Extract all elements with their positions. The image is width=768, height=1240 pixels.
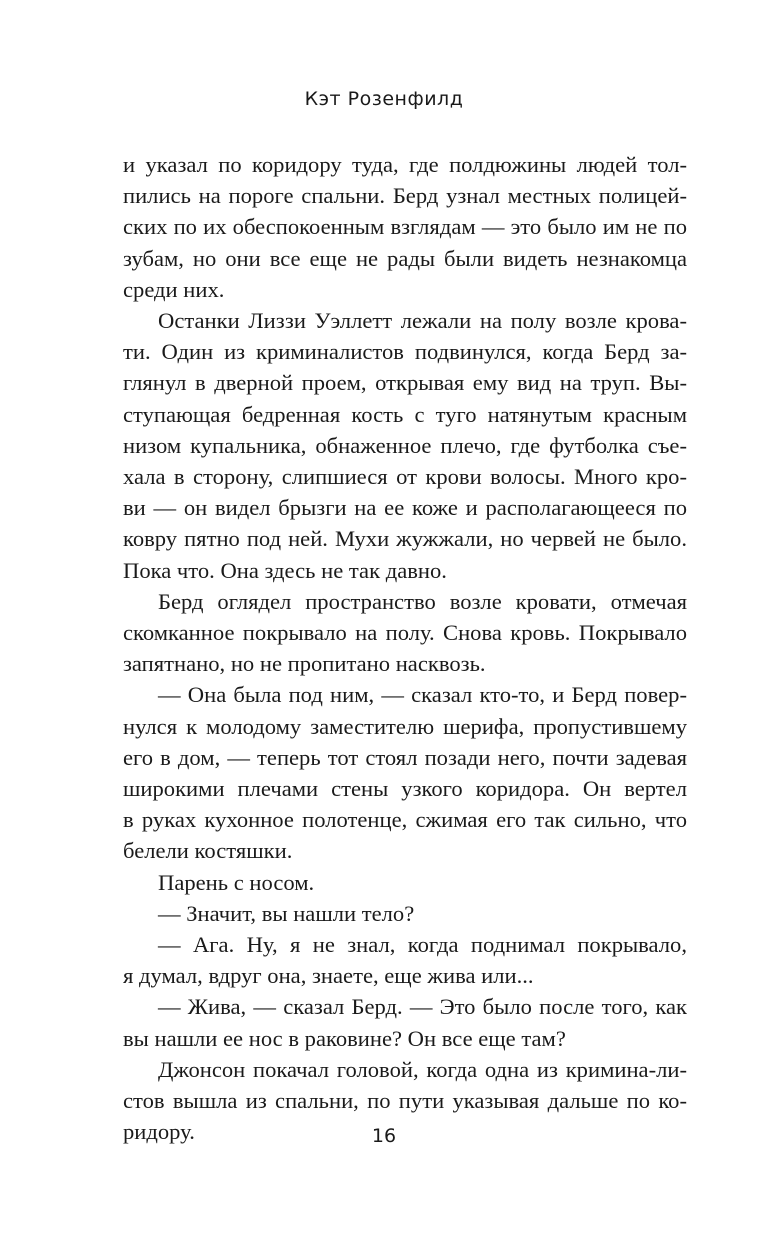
paragraph <box>123 679 687 866</box>
text-line: Берд оглядел пространство возле кровати, отмечая <box>158 588 687 614</box>
text-line: пились на пороге спальни. Берд узнал местных полицей- <box>123 183 687 209</box>
paragraph <box>123 305 687 586</box>
text-line: Парень с носом. <box>158 869 315 895</box>
text-line: хала в сторону, слипшиеся от крови волосы. Много кро- <box>123 464 687 490</box>
text-line: скомканное покрывало на полу. Снова кровь. Покрывало <box>123 620 687 646</box>
text-line: ских по их обеспокоенным взглядам — это было им не по <box>123 214 687 240</box>
paragraph <box>123 991 687 1053</box>
text-line: ступающая бедренная кость с туго натянутым красным <box>123 401 687 427</box>
text-line: — Она была под ним, — сказал кто-то, и Берд повер- <box>158 682 687 708</box>
text-line: низом купальника, обнаженное плечо, где футболка съе- <box>123 432 687 458</box>
paragraph <box>123 929 687 991</box>
text-line: Джонсон покачал головой, когда одна из кримина-ли- <box>158 1056 687 1082</box>
text-line: ви — он видел брызги на ее коже и располагающееся по <box>123 495 687 521</box>
text-line: среди них. <box>123 276 225 302</box>
text-line: стов вышла из спальни, по пути указывая дальше по ко- <box>123 1088 687 1114</box>
text-line: ридору. <box>123 1119 195 1145</box>
paragraph <box>123 898 687 929</box>
running-head: Кэт Розенфилд <box>304 88 464 110</box>
text-line: Останки Лиззи Уэллетт лежали на полу возле крова- <box>158 308 687 334</box>
paragraph <box>123 586 687 680</box>
text-line: его в дом, — теперь тот стоял позади него, почти задевая <box>123 744 687 770</box>
text-line: ти. Один из криминалистов подвинулся, когда Берд за- <box>123 339 687 365</box>
text-line: ковру пятно под ней. Мухи жужжали, но червей не было. <box>123 526 687 552</box>
paragraph <box>123 149 687 305</box>
text-line: в руках кухонное полотенце, сжимая его так сильно, что <box>123 807 687 833</box>
text-line: — Ага. Ну, я не знал, когда поднимал покрывало, <box>158 932 687 958</box>
text-line: нулся к молодому заместителю шерифа, пропустившему <box>123 713 687 739</box>
text-line: — Значит, вы нашли тело? <box>158 900 415 926</box>
text-line: я думал, вдруг она, знаете, еще жива или... <box>123 963 534 989</box>
text-line: и указал по коридору туда, где полдюжины людей тол- <box>123 152 687 177</box>
text-line: зубам, но они все еще не рады были видеть незнакомца <box>123 245 687 271</box>
page-number: 16 <box>371 1125 397 1147</box>
text-line: вы нашли ее нос в раковине? Он все еще там? <box>123 1025 566 1051</box>
text-line: широкими плечами стены узкого коридора. Он вертел <box>123 776 687 802</box>
text-line: — Жива, — сказал Берд. — Это было после того, как <box>158 994 687 1020</box>
body-text <box>123 149 687 1148</box>
paragraph <box>123 867 687 898</box>
text-line: белели костяшки. <box>123 838 293 864</box>
text-line: запятнано, но не пропитано насквозь. <box>123 651 486 677</box>
text-line: Пока что. Она здесь не так давно. <box>123 557 447 583</box>
text-line: глянул в дверной проем, открывая ему вид на труп. Вы- <box>123 370 687 396</box>
